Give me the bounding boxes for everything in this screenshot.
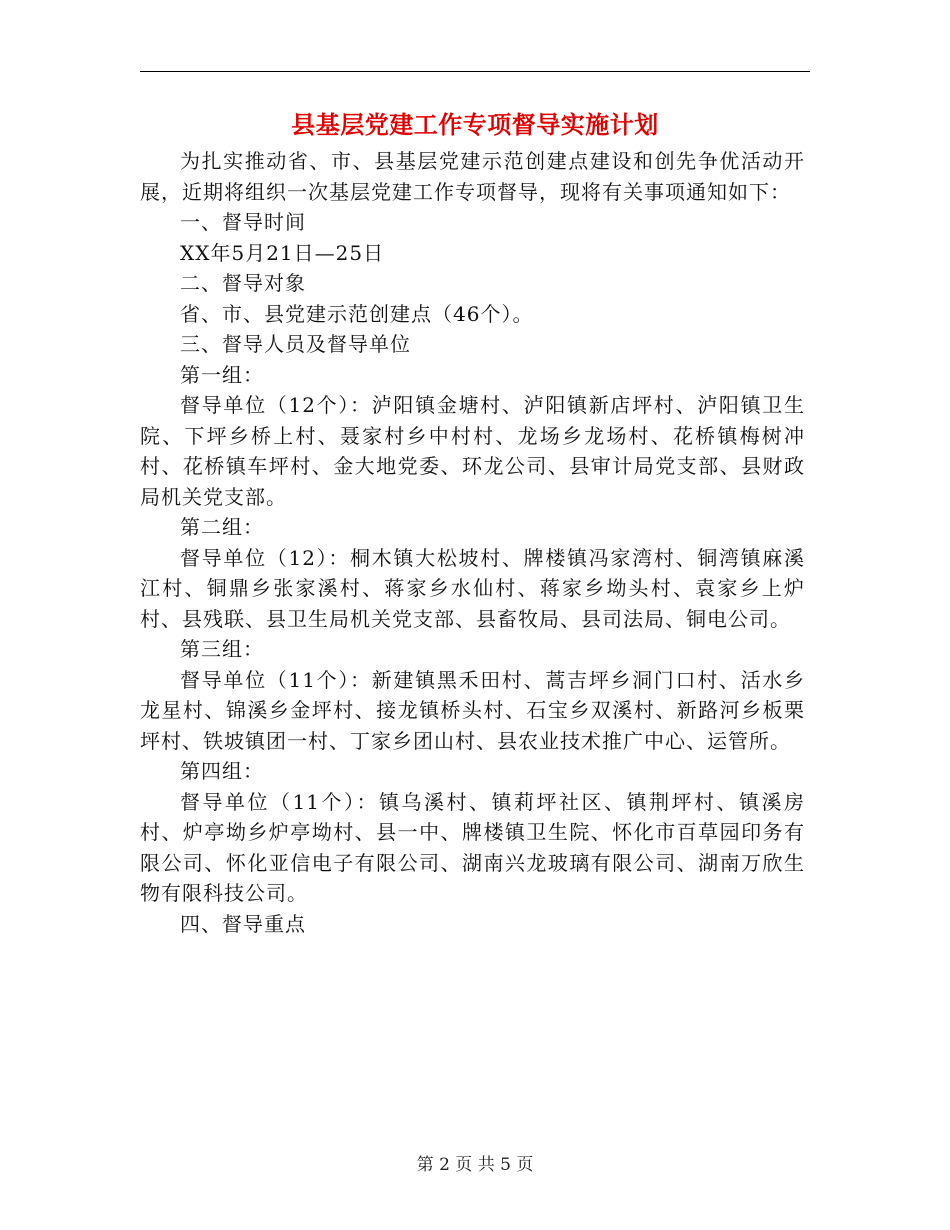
- document-title: 县基层党建工作专项督导实施计划: [291, 110, 659, 139]
- section-heading-time: 一、督导时间: [180, 210, 306, 234]
- group-1-units: 督导单位（12个）：泸阳镇金塘村、泸阳镇新店坪村、泸阳镇卫生院、下坪乡桥上村、聂家村乡中村村、龙场乡龙场村、花桥镇梅树冲村、花桥镇车坪村、金大地党委、环龙公司、县审计局党支部、县财政局机关党支部。: [140, 393, 805, 509]
- group-3-units: 督导单位（11个）：新建镇黑禾田村、蒿吉坪乡洞门口村、活水乡龙星村、锦溪乡金坪村、接龙镇桥头村、石宝乡双溪村、新路河乡板栗坪村、铁坡镇团一村、丁家乡团山村、县农业技术推广中心、运管所。: [140, 667, 805, 753]
- group-2-units: 督导单位（12）：桐木镇大松坡村、牌楼镇冯家湾村、铜湾镇麻溪江村、铜鼎乡张家溪村、蒋家乡水仙村、蒋家乡坳头村、袁家乡上炉村、县残联、县卫生局机关党支部、县畜牧局、县司法局、铜电公司。: [140, 545, 805, 631]
- group-1-heading: 第一组：: [180, 362, 264, 387]
- group-3-heading: 第三组：: [180, 637, 264, 661]
- intro-paragraph: 为扎实推动省、市、县基层党建示范创建点建设和创先争优活动开展，近期将组织一次基层党建工作专项督导，现将有关事项通知如下：: [140, 149, 805, 204]
- section-heading-target: 二、督导对象: [180, 271, 306, 295]
- document-body: [140, 146, 805, 939]
- target-value: 省、市、县党建示范创建点（46个）。: [180, 301, 534, 326]
- group-4-heading: 第四组：: [180, 759, 264, 783]
- group-4-units: 督导单位（11个）：镇乌溪村、镇莉坪社区、镇荆坪村、镇溪房村、炉亭坳乡炉亭坳村、县一中、牌楼镇卫生院、怀化市百草园印务有限公司、怀化亚信电子有限公司、湖南兴龙玻璃有限公司、湖南万欣生物有限科技公司。: [140, 789, 805, 905]
- page-number-footer: 第 2 页 共 5 页: [416, 1155, 534, 1175]
- section-heading-focus: 四、督导重点: [180, 911, 306, 936]
- time-value: XX年5月21日—25日: [180, 240, 385, 265]
- header-rule: [140, 71, 810, 72]
- group-2-heading: 第二组：: [180, 515, 264, 539]
- section-heading-personnel: 三、督导人员及督导单位: [180, 332, 411, 356]
